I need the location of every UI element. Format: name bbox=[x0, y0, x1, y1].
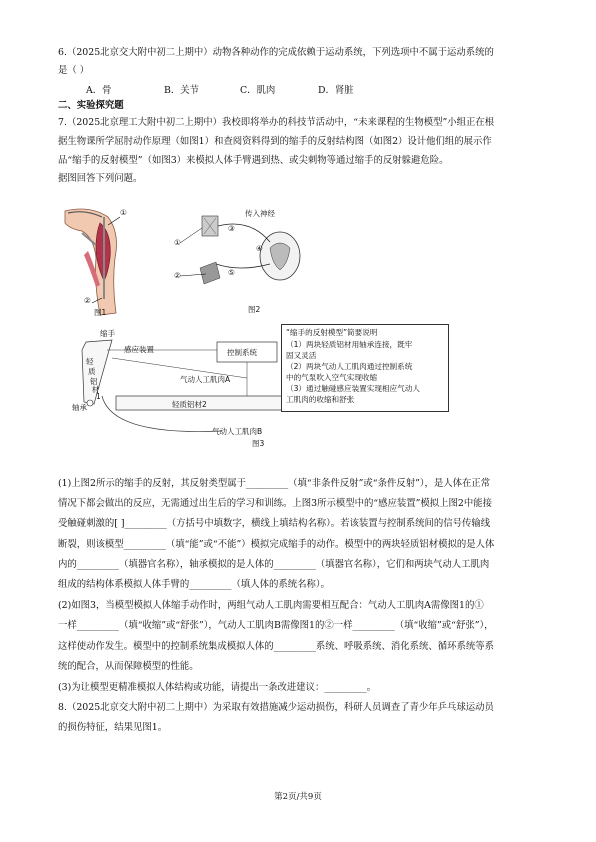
p1-line4: 断裂，则该模型_________（填“能”或“不能”）模拟完成缩手的动作。模型中的两块轻质铝材模拟的是人体 bbox=[58, 539, 495, 550]
q7-line4: 据图回答下列问题。 bbox=[58, 173, 143, 184]
fig2-marker-5: ⑤ bbox=[228, 268, 235, 277]
p1-line6: 组成的结构体系模拟人体手臂的_________（填人体的系统名称）。 bbox=[58, 579, 330, 590]
fig3-hand-label: 缩手 bbox=[100, 329, 115, 338]
q7-line3: 品“缩手的反射模型”（如图3）来模拟人体手臂遇到热、或尖刺物等通过缩手的反射躲避危险。 bbox=[58, 155, 449, 166]
p2-line3: 这样使动作发生。模型中的控制系统集成模拟人体的_________系统、呼吸系统、消化系统、循环系统等系 bbox=[58, 641, 494, 652]
fig3-rod2-label: 轻质铝材2 bbox=[172, 400, 207, 409]
q6-option-c: C．肌肉 bbox=[240, 85, 276, 96]
fig3-caption: 图3 bbox=[252, 439, 265, 448]
q8-line2: 的损伤特征，结果见图1。 bbox=[58, 722, 168, 733]
p1-line1: (1)上图2所示的缩手的反射，其反射类型属于_________（填“非条件反射”或“条件反射”），是人体在正常 bbox=[58, 478, 491, 489]
p1-line2: 情况下都会做出的反应，无需通过出生后的学习和训练。上图3所示模型中的“感应装置”模拟上图2中能接 bbox=[58, 498, 493, 509]
p1-line5: 内的_________（填器官名称），轴承模拟的是人体的_________（填器官名称），它们和两块气动人工肌肉 bbox=[58, 559, 490, 570]
fig3-sensor-label: 感应装置 bbox=[124, 345, 154, 354]
note-line-4: 中的气泵吹入空气实现收缩 bbox=[286, 373, 378, 382]
fig3-rod1-c: 铝 bbox=[90, 377, 98, 386]
q6-option-a: A．骨 bbox=[86, 85, 112, 96]
note-line-2: 固又灵活 bbox=[286, 351, 317, 360]
q7-line1: 7.（2025北京理工大附中初二上期中）我校即将举办的科技节活动中，“未来课程的生物模型”小组正在根 bbox=[58, 117, 495, 128]
fig1-marker-2: ② bbox=[84, 296, 91, 305]
section-heading: 二、实验探究题 bbox=[58, 100, 124, 111]
fig2-marker-3: ③ bbox=[228, 224, 235, 233]
fig3-rod1-e: 1 bbox=[96, 392, 101, 401]
note-title: “缩手的反射模型”简要说明 bbox=[286, 328, 378, 337]
p2-line4: 统的配合，从而保障模型的性能。 bbox=[58, 661, 199, 672]
q8-line1: 8.（2025北京交大附中初二上期中）为采取有效措施减少运动损伤，科研人员调查了青少年乒乓球运动员 bbox=[58, 702, 494, 713]
figure-2-reflex-arc bbox=[160, 208, 310, 318]
p2-line2: 一样_________（填“收缩”或“舒张”），气动人工肌肉B需像图1的②一样_________（填“收缩”或“舒张”）， bbox=[58, 620, 494, 631]
model-explanation-box bbox=[281, 324, 449, 412]
note-line-3: （2）两块气动人工肌肉通过控制系统 bbox=[286, 362, 413, 371]
page-footer: 第2页/共9页 bbox=[274, 792, 322, 802]
p2-line1: (2)如图3，当模型模拟人体缩手动作时，两组气动人工肌肉需要相互配合：气动人工肌肉A需像图1的① bbox=[58, 600, 484, 611]
fig1-caption: 图1 bbox=[94, 308, 107, 317]
fig3-muscle-b-label: 气动人工肌肉B bbox=[212, 427, 263, 436]
p3-line1: (3)为让模型更精准模拟人体结构或功能，请提出一条改进建议：_________。 bbox=[58, 682, 376, 693]
fig3-rod1-a: 轻 bbox=[86, 357, 94, 366]
q6-option-d: D．肾脏 bbox=[318, 85, 354, 96]
figure-3-model bbox=[72, 326, 297, 448]
fig2-title: 传入神经 bbox=[245, 209, 275, 218]
q6-line1: 6.（2025北京交大附中初二上期中）动物各种动作的完成依赖于运动系统，下列选项中不属于运动系统的 bbox=[58, 47, 494, 58]
fig3-control-label: 控制系统 bbox=[227, 348, 257, 357]
figure-1-arm bbox=[60, 203, 155, 318]
q7-line2: 据生物课所学屈肘动作原理（如图1）和查阅资料得到的缩手的反射结构图（如图2）设计他们组的展示作 bbox=[58, 136, 492, 147]
fig2-marker-4: ④ bbox=[256, 244, 263, 253]
q6-line2: 是（ ） bbox=[58, 65, 90, 76]
fig3-rod1-b: 质 bbox=[88, 367, 96, 376]
p1-line3: 受触碰刺激的[ ]_________（方括号中填数字，横线上填结构名称）。若该装置与控制系统间的信号传输线 bbox=[58, 518, 491, 529]
q6-option-b: B．关节 bbox=[164, 85, 200, 96]
fig2-marker-2: ② bbox=[174, 271, 181, 280]
note-line-5: （3）通过触碰感应装置实现相应气动人 bbox=[286, 384, 420, 393]
fig3-rod1-d: 材 bbox=[92, 385, 100, 394]
fig3-muscle-a-label: 气动人工肌肉A bbox=[180, 375, 231, 384]
fig3-axle-label: 轴承 bbox=[72, 403, 87, 412]
note-line-6: 工肌肉的收缩和舒张 bbox=[286, 395, 355, 404]
fig2-caption: 图2 bbox=[248, 305, 261, 314]
note-line-1: （1）两块轻质铝材用轴承连接，既牢 bbox=[286, 340, 413, 349]
fig2-marker-1: ① bbox=[174, 238, 181, 247]
fig1-marker-1: ① bbox=[120, 208, 127, 217]
